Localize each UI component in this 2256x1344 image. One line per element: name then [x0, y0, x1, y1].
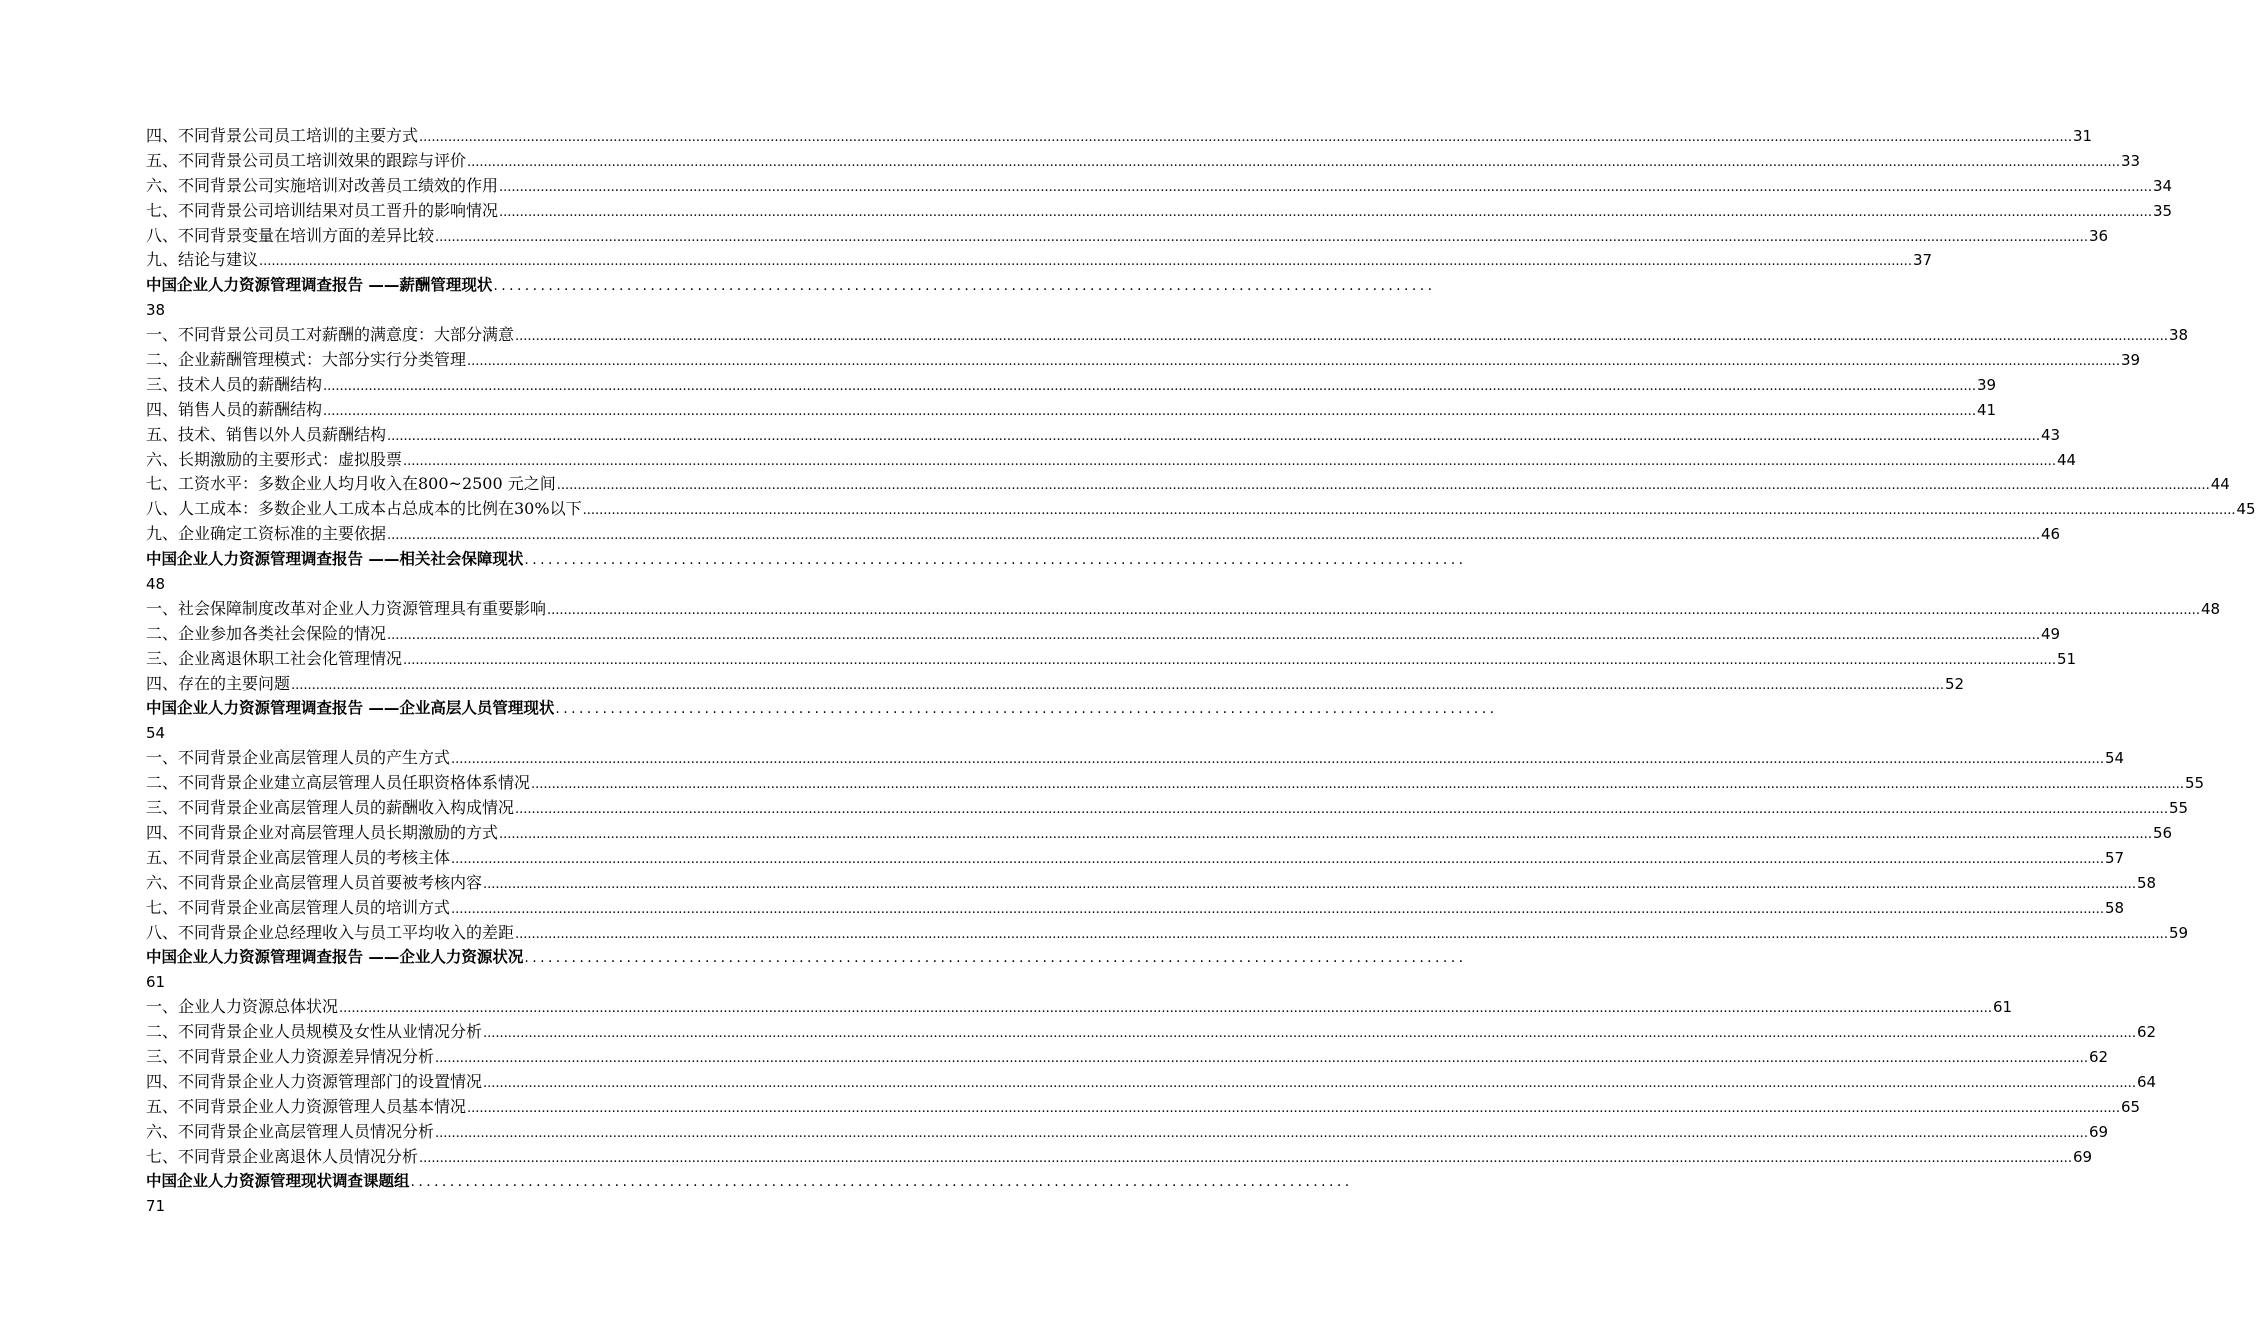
toc-entry-title: 一、不同背景公司员工对薪酬的满意度：大部分满意 [146, 325, 515, 345]
toc-entry-title: 八、人工成本：多数企业人工成本占总成本的比例在30%以下 [146, 499, 582, 519]
dot-leader: ................................................................................................................................................................................................................................................................................................................................................................................................................ [323, 403, 1976, 419]
dot-leader: ................................................................................................................................................................................................................................................................................................................................................................................................................ [531, 777, 2184, 793]
toc-entry[interactable] [146, 597, 2221, 622]
toc-entry-page-number: 43 [2040, 425, 2061, 444]
toc-entry[interactable] [146, 1145, 2093, 1170]
dot-leader: ................................................................................................................................................................................................................................................................................................................................................................................................................ [547, 602, 2200, 618]
dot-leader: ................................................................................................................................................................................................................................................................................................................................................................................................................ [483, 876, 2136, 892]
dot-leader: ................................................................................................................................................................................................................................................................................................................................................................................................................ [556, 478, 2210, 494]
toc-entry-page-number: 62 [2136, 1023, 2157, 1042]
dot-leader: ................................................................................................................................................................................................................................................................................................................................................................................................................ [435, 1050, 2088, 1066]
toc-entry[interactable] [146, 248, 1933, 273]
toc-entry[interactable] [146, 423, 2061, 448]
toc-entry-title: 四、不同背景公司员工培训的主要方式 [146, 126, 419, 145]
toc-entry[interactable] [146, 398, 1997, 423]
dot-leader: ................................................................................................................................................................................................................................................................................................................................................................................................................ [451, 851, 2104, 867]
toc-entry[interactable] [146, 1095, 2141, 1120]
toc-entry[interactable] [146, 746, 2125, 771]
dot-leader: ................................................................................................................................................................................................................................................................................................................................................................................................................ [339, 1001, 1992, 1017]
toc-entry-page-number: 49 [2040, 624, 2061, 643]
toc-entry[interactable] [146, 1120, 2109, 1145]
dot-leader: ................................................................................................................................................................................................................................................................................................................................................................................................................ [483, 1026, 2136, 1042]
toc-entry-title: 三、不同背景企业高层管理人员的薪酬收入构成情况 [146, 798, 515, 818]
toc-section-title: 中国企业人力资源管理现状调查课题组 [146, 1172, 410, 1191]
toc-section-page-number: 61 [146, 973, 166, 992]
dot-leader: ................................................................................................................................................................................................................................................................................................................................................................................................................ [499, 204, 2152, 220]
toc-entry-page-number: 62 [2088, 1047, 2109, 1066]
toc-entry-page-number: 39 [2120, 351, 2141, 370]
toc-entry-title: 三、企业离退休职工社会化管理情况 [146, 648, 403, 668]
toc-entry[interactable] [146, 871, 2157, 896]
dot-leader: ................................................................................................................................................................................................................................................................................................................................................................................................................ [467, 354, 2120, 370]
toc-entry-page-number: 57 [2104, 848, 2125, 867]
toc-entry-page-number: 64 [2136, 1072, 2157, 1091]
dot-leader: ................................................................................................................................................................................................................................................................................................................................................................................................................ [515, 329, 2168, 345]
toc-entry-page-number: 58 [2104, 898, 2125, 917]
dot-leader: ................................................................................................................................................................................................................................................................................................................................................................................................................ [387, 428, 2040, 444]
toc-entry-page-number: 44 [2210, 475, 2230, 494]
toc-entry-page-number: 44 [2056, 450, 2077, 469]
dot-leader: ................................................................................................................................................................................................................................................................................................................................................................................................................ [387, 528, 2040, 544]
toc-entry[interactable] [146, 1045, 2109, 1070]
toc-entry[interactable] [146, 921, 2189, 946]
toc-entry-page-number: 59 [2168, 923, 2189, 942]
toc-entry-page-number: 65 [2120, 1097, 2141, 1116]
toc-entry-title: 三、技术人员的薪酬结构 [146, 374, 323, 394]
dot-leader: ................................................................................................................................................................................................................................................................................................................................................................................................................ [323, 378, 1976, 394]
dot-leader: ................................................................................................................................................................................................................................................................................................................................................................................................................ [419, 1150, 2072, 1166]
toc-entry-page-number: 39 [1976, 375, 1997, 394]
toc-entry-page-number: 36 [2088, 226, 2109, 245]
dot-leader: ................................................................................................................................................................................................................................................................................................................................................................................................................ [499, 826, 2152, 842]
dot-leader: ........................................................................................................................ [524, 950, 1467, 967]
toc-entry-page-number: 69 [2072, 1147, 2093, 1166]
dot-leader: ................................................................................................................................................................................................................................................................................................................................................................................................................ [499, 179, 2152, 195]
toc-entry[interactable] [146, 497, 2256, 522]
dot-leader: ................................................................................................................................................................................................................................................................................................................................................................................................................ [419, 130, 2072, 145]
toc-entry-title: 六、长期激励的主要形式：虚拟股票 [146, 449, 403, 469]
toc-entry-title: 八、不同背景变量在培训方面的差异比较 [146, 225, 435, 245]
toc-entry-title: 五、不同背景企业人力资源管理人员基本情况 [146, 1096, 467, 1116]
toc-entry[interactable] [146, 647, 2077, 672]
toc-section-heading[interactable] [146, 945, 1467, 995]
toc-entry[interactable] [146, 522, 2061, 547]
toc-section-heading[interactable] [146, 547, 1467, 597]
toc-entry[interactable] [146, 896, 2125, 921]
toc-entry-page-number: 56 [2152, 823, 2173, 842]
toc-entry-page-number: 58 [2136, 873, 2157, 892]
toc-entry-title: 六、不同背景公司实施培训对改善员工绩效的作用 [146, 175, 499, 195]
toc-entry[interactable] [146, 323, 2189, 348]
dot-leader: ................................................................................................................................................................................................................................................................................................................................................................................................................ [291, 677, 1944, 693]
dot-leader: ................................................................................................................................................................................................................................................................................................................................................................................................................ [515, 926, 2168, 942]
toc-entry-page-number: 55 [2184, 774, 2205, 793]
toc-entry[interactable] [146, 796, 2189, 821]
dot-leader: ................................................................................................................................................................................................................................................................................................................................................................................................................ [515, 802, 2168, 818]
toc-entry-title: 一、不同背景企业高层管理人员的产生方式 [146, 748, 451, 768]
toc-entry-page-number: 31 [2072, 127, 2093, 145]
toc-entry[interactable] [146, 348, 2141, 373]
toc-entry-title: 五、技术、销售以外人员薪酬结构 [146, 424, 387, 444]
table-of-contents [146, 124, 2256, 1219]
dot-leader: ................................................................................................................................................................................................................................................................................................................................................................................................................ [435, 229, 2088, 245]
toc-entry-title: 二、不同背景企业人员规模及女性从业情况分析 [146, 1022, 483, 1042]
toc-section-heading[interactable] [146, 1169, 1353, 1219]
dot-leader: ................................................................................................................................................................................................................................................................................................................................................................................................................ [403, 652, 2056, 668]
toc-entry-title: 四、销售人员的薪酬结构 [146, 399, 323, 419]
toc-entry-title: 二、企业参加各类社会保险的情况 [146, 623, 387, 643]
toc-entry-page-number: 33 [2120, 151, 2141, 170]
toc-entry-title: 七、不同背景公司培训结果对员工晋升的影响情况 [146, 200, 499, 220]
dot-leader: ................................................................................................................................................................................................................................................................................................................................................................................................................ [259, 254, 1912, 270]
toc-entry-page-number: 34 [2152, 176, 2173, 195]
toc-entry[interactable] [146, 124, 2093, 149]
toc-section-page-number: 71 [146, 1197, 166, 1216]
toc-entry-title: 七、工资水平：多数企业人均月收入在800~2500 元之间 [146, 474, 556, 494]
dot-leader: ........................................................................................................................ [555, 701, 1498, 718]
toc-entry[interactable] [146, 1070, 2157, 1095]
toc-entry-page-number: 38 [2168, 326, 2189, 345]
toc-entry-title: 一、企业人力资源总体状况 [146, 997, 339, 1017]
toc-entry-page-number: 45 [2236, 500, 2256, 519]
dot-leader: ................................................................................................................................................................................................................................................................................................................................................................................................................ [582, 503, 2236, 519]
toc-entry-page-number: 37 [1912, 251, 1933, 270]
toc-entry-page-number: 51 [2056, 649, 2077, 668]
toc-entry[interactable] [146, 995, 2013, 1020]
toc-entry-title: 四、不同背景企业对高层管理人员长期激励的方式 [146, 822, 499, 842]
toc-entry-page-number: 54 [2104, 749, 2125, 768]
toc-section-title: 中国企业人力资源管理调查报告 ——相关社会保障现状 [146, 550, 524, 569]
toc-entry-page-number: 69 [2088, 1122, 2109, 1141]
toc-section-page-number: 48 [146, 575, 166, 594]
toc-entry[interactable] [146, 224, 2109, 249]
toc-entry-page-number: 46 [2040, 525, 2061, 544]
toc-section-title: 中国企业人力资源管理调查报告 ——薪酬管理现状 [146, 276, 493, 295]
dot-leader: ................................................................................................................................................................................................................................................................................................................................................................................................................ [435, 1125, 2088, 1141]
toc-entry-title: 五、不同背景企业高层管理人员的考核主体 [146, 847, 451, 867]
toc-entry[interactable] [146, 771, 2205, 796]
toc-entry-title: 三、不同背景企业人力资源差异情况分析 [146, 1046, 435, 1066]
toc-entry[interactable] [146, 448, 2077, 473]
dot-leader: ................................................................................................................................................................................................................................................................................................................................................................................................................ [451, 752, 2104, 768]
toc-entry-title: 九、企业确定工资标准的主要依据 [146, 524, 387, 544]
toc-entry-title: 二、企业薪酬管理模式：大部分实行分类管理 [146, 350, 467, 370]
toc-entry[interactable] [146, 846, 2125, 871]
toc-entry-title: 一、社会保障制度改革对企业人力资源管理具有重要影响 [146, 598, 547, 618]
toc-entry[interactable] [146, 373, 1997, 398]
toc-entry[interactable] [146, 472, 2230, 497]
toc-entry-title: 八、不同背景企业总经理收入与员工平均收入的差距 [146, 922, 515, 942]
toc-entry-title: 二、不同背景企业建立高层管理人员任职资格体系情况 [146, 773, 531, 793]
toc-section-heading[interactable] [146, 696, 1498, 746]
toc-entry[interactable] [146, 1020, 2157, 1045]
toc-section-page-number: 38 [146, 301, 166, 320]
dot-leader: ........................................................................................................................ [524, 552, 1467, 569]
toc-entry-page-number: 48 [2200, 599, 2221, 618]
dot-leader: ........................................................................................................................ [410, 1174, 1353, 1191]
toc-section-heading[interactable] [146, 273, 1436, 323]
toc-entry[interactable] [146, 149, 2141, 174]
toc-entry-title: 四、存在的主要问题 [146, 673, 291, 693]
toc-entry-page-number: 55 [2168, 799, 2189, 818]
toc-entry-title: 九、结论与建议 [146, 250, 259, 270]
toc-entry[interactable] [146, 622, 2061, 647]
toc-entry-page-number: 41 [1976, 400, 1997, 419]
toc-section-title: 中国企业人力资源管理调查报告 ——企业人力资源状况 [146, 948, 524, 967]
toc-entry-title: 五、不同背景公司员工培训效果的跟踪与评价 [146, 150, 467, 170]
toc-section-title: 中国企业人力资源管理调查报告 ——企业高层人员管理现状 [146, 699, 555, 718]
toc-entry[interactable] [146, 821, 2173, 846]
toc-entry-title: 七、不同背景企业高层管理人员的培训方式 [146, 897, 451, 917]
toc-entry[interactable] [146, 174, 2173, 199]
dot-leader: ........................................................................................................................ [493, 278, 1436, 295]
toc-entry[interactable] [146, 199, 2173, 224]
dot-leader: ................................................................................................................................................................................................................................................................................................................................................................................................................ [403, 453, 2056, 469]
toc-entry-page-number: 61 [1992, 998, 2013, 1017]
toc-entry-page-number: 52 [1944, 674, 1965, 693]
toc-entry-title: 六、不同背景企业高层管理人员首要被考核内容 [146, 872, 483, 892]
toc-entry-title: 六、不同背景企业高层管理人员情况分析 [146, 1121, 435, 1141]
toc-entry-title: 四、不同背景企业人力资源管理部门的设置情况 [146, 1071, 483, 1091]
dot-leader: ................................................................................................................................................................................................................................................................................................................................................................................................................ [451, 901, 2104, 917]
toc-entry[interactable] [146, 672, 1965, 697]
toc-entry-page-number: 35 [2152, 201, 2173, 220]
dot-leader: ................................................................................................................................................................................................................................................................................................................................................................................................................ [483, 1075, 2136, 1091]
dot-leader: ................................................................................................................................................................................................................................................................................................................................................................................................................ [467, 1100, 2120, 1116]
toc-entry-title: 七、不同背景企业离退休人员情况分析 [146, 1146, 419, 1166]
dot-leader: ................................................................................................................................................................................................................................................................................................................................................................................................................ [387, 627, 2040, 643]
dot-leader: ................................................................................................................................................................................................................................................................................................................................................................................................................ [467, 154, 2120, 170]
toc-section-page-number: 54 [146, 724, 166, 743]
